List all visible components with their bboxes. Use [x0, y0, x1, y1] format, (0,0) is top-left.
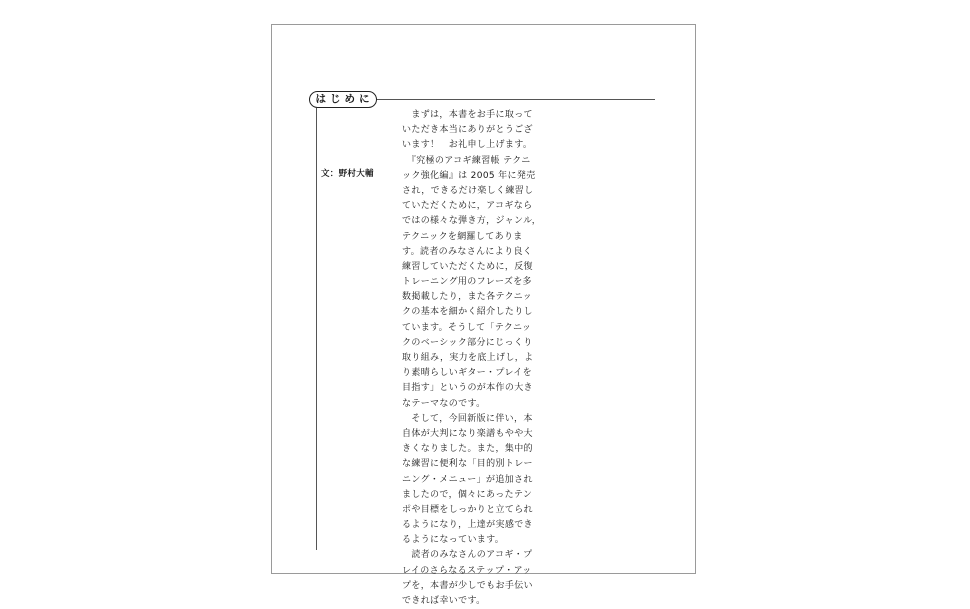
body-line: され，できるだけ楽しく練習し — [402, 185, 534, 196]
body-line: そして，今回新版に伴い，本 — [402, 413, 533, 424]
body-line: 練習していただくために，反復 — [402, 261, 533, 272]
body-line: プを，本書が少しでもお手伝い — [402, 580, 533, 591]
body-line: テクニックを網羅してありま — [402, 231, 523, 242]
body-line: るようになり，上達が実感でき — [402, 520, 533, 531]
body-line: 取り組み，実力を底上げし，よ — [402, 353, 534, 363]
body-line: できれば幸いです。 — [402, 596, 486, 606]
body-line: トレーニング用のフレーズを多 — [402, 277, 532, 288]
heading-rule — [377, 99, 655, 100]
body-line: 自体が大判になり楽譜もやや大 — [402, 428, 533, 439]
body-line: ましたので，個々にあったテン — [402, 489, 533, 500]
body-line: り素晴らしいギター・プレイを — [402, 368, 533, 379]
body-line: います！ お礼申し上げます。 — [402, 140, 533, 151]
body-line: 目指す」というのが本作の大き — [402, 383, 533, 394]
body-line: きくなりました。また，集中的 — [402, 444, 533, 455]
body-line: ていただくために，アコギなら — [402, 201, 533, 212]
vertical-rule — [316, 108, 317, 550]
section-heading: はじめに — [309, 91, 377, 108]
body-line: クのベーシック部分にじっくり — [402, 337, 533, 348]
body-line: な練習に便利な「目的別トレー — [402, 459, 533, 470]
body-line: ではの様々な弾き方，ジャンル， — [402, 216, 542, 227]
body-line: ニング・メニュー」が追加され — [402, 474, 533, 485]
body-line: なテーマなのです。 — [402, 398, 486, 409]
body-line: 数掲載したり，また各テクニッ — [402, 292, 533, 303]
body-line: いただき本当にありがとうござ — [402, 125, 533, 136]
body-line: 読者のみなさんのアコギ・プ — [402, 550, 533, 561]
body-line: 『究極のアコギ練習帳 テクニ — [402, 155, 531, 166]
document-page — [271, 24, 696, 606]
body-line: るようになっています。 — [402, 535, 505, 546]
body-text — [402, 108, 542, 609]
body-line: レイのさらなるステップ・アッ — [402, 565, 532, 576]
body-line: まずは，本書をお手に取って — [402, 110, 533, 120]
author-credit: 文：野村大輔 — [321, 169, 374, 179]
body-line: す。読者のみなさんにより良く — [402, 246, 533, 257]
body-line: ポや目標をしっかりと立てられ — [402, 504, 533, 515]
body-line: ック強化編』は 2005 年に発売 — [402, 170, 536, 181]
body-line: クの基本を細かく紹介したりし — [402, 307, 533, 318]
body-line: ています。そうして「テクニッ — [402, 322, 532, 333]
